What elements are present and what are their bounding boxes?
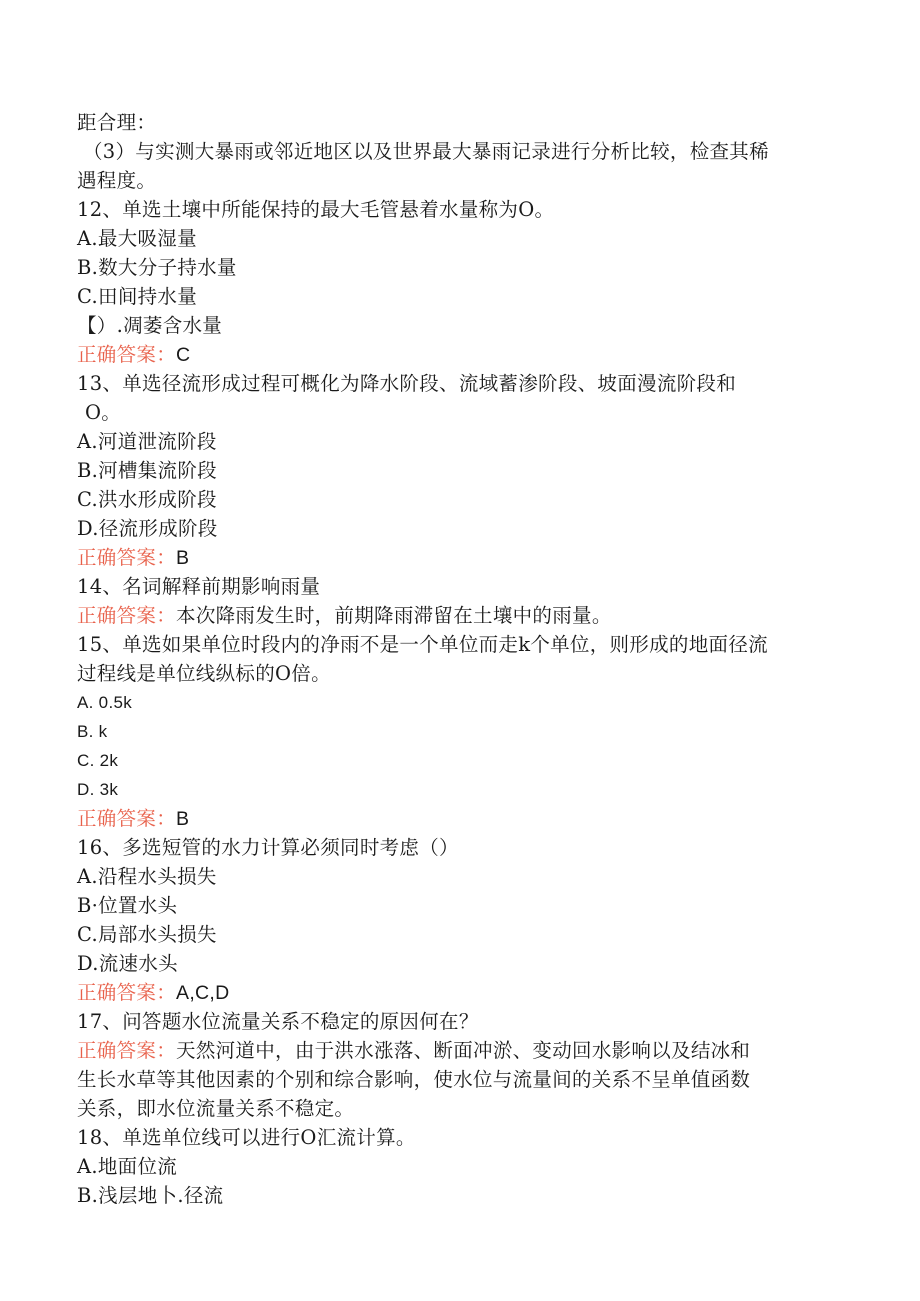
question-12-stem: 12、单选土壤中所能保持的最大毛管悬着水量称为O。 <box>77 198 555 221</box>
answer-label: 正确答案： <box>77 546 177 569</box>
answer-label: 正确答案： <box>77 981 177 1004</box>
question-15-option-c: C. 2k <box>77 751 119 770</box>
answer-value: C <box>176 344 191 366</box>
question-12-option-d: 【）.凋萎含水量 <box>77 314 223 337</box>
answer-value: A,C,D <box>176 982 230 1004</box>
question-18-stem: 18、单选单位线可以进行O汇流计算。 <box>77 1126 416 1149</box>
answer-value: B <box>176 808 190 830</box>
question-13-stem-cont: O。 <box>85 401 122 424</box>
question-13-answer <box>77 543 837 572</box>
question-15-answer <box>77 804 837 833</box>
question-16-option-b: B·位置水头 <box>77 894 178 917</box>
answer-value: 本次降雨发生时，前期降雨滞留在土壤中的雨量。 <box>176 604 612 627</box>
question-16-stem: 16、多选短管的水力计算必须同时考虑（） <box>77 836 459 859</box>
answer-value: 天然河道中，由于洪水涨落、断面冲淤、变动回水影响以及结冰和 <box>176 1039 751 1062</box>
question-17-answer-cont: 生长水草等其他因素的个别和综合影响，使水位与流量间的关系不呈单值函数 <box>77 1068 751 1091</box>
question-14-stem: 14、名词解释前期影响雨量 <box>77 575 321 598</box>
question-12-option-c: C.田间持水量 <box>77 285 198 308</box>
question-17-answer <box>77 1036 837 1065</box>
question-15-stem: 15、单选如果单位时段内的净雨不是一个单位而走k个单位，则形成的地面径流 <box>77 633 768 656</box>
question-12-option-a: A.最大吸湿量 <box>77 227 197 250</box>
question-13-stem: 13、单选径流形成过程可概化为降水阶段、流域蓄渗阶段、坡面漫流阶段和 <box>77 372 737 395</box>
question-12-option-b: B.数大分子持水量 <box>77 256 237 279</box>
question-15-stem-cont: 过程线是单位线纵标的O倍。 <box>77 662 331 685</box>
question-16-option-c: C.局部水头损失 <box>77 923 217 946</box>
question-15-option-a: A. 0.5k <box>77 693 133 712</box>
text-line: （3）与实测大暴雨或邻近地区以及世界最大暴雨记录进行分析比较，检查其稀 <box>83 140 769 163</box>
document-page <box>77 108 837 1210</box>
question-13-option-a: A.河道泄流阶段 <box>77 430 217 453</box>
answer-label: 正确答案： <box>77 1039 177 1062</box>
question-17-answer-cont: 关系，即水位流量关系不稳定。 <box>77 1097 355 1120</box>
question-16-option-a: A.沿程水头损失 <box>77 865 217 888</box>
question-13-option-c: C.洪水形成阶段 <box>77 488 217 511</box>
question-13-option-b: B.河槽集流阶段 <box>77 459 217 482</box>
question-12-answer <box>77 340 837 369</box>
question-14-answer <box>77 601 837 630</box>
answer-value: B <box>176 547 190 569</box>
question-13-option-d: D.径流形成阶段 <box>77 517 218 540</box>
text-line: 遇程度。 <box>77 169 157 192</box>
answer-label: 正确答案： <box>77 343 177 366</box>
question-15-option-d: D. 3k <box>77 780 119 799</box>
answer-label: 正确答案： <box>77 604 177 627</box>
question-15-option-b: B. k <box>77 722 108 741</box>
question-16-answer <box>77 978 837 1007</box>
question-17-stem: 17、问答题水位流量关系不稳定的原因何在？ <box>77 1010 479 1033</box>
question-16-option-d: D.流速水头 <box>77 952 178 975</box>
answer-label: 正确答案： <box>77 807 177 830</box>
text-line: 距合理： <box>77 111 157 134</box>
question-18-option-a: A.地面位流 <box>77 1155 178 1178</box>
question-18-option-b: B.浅层地卜.径流 <box>77 1184 224 1207</box>
